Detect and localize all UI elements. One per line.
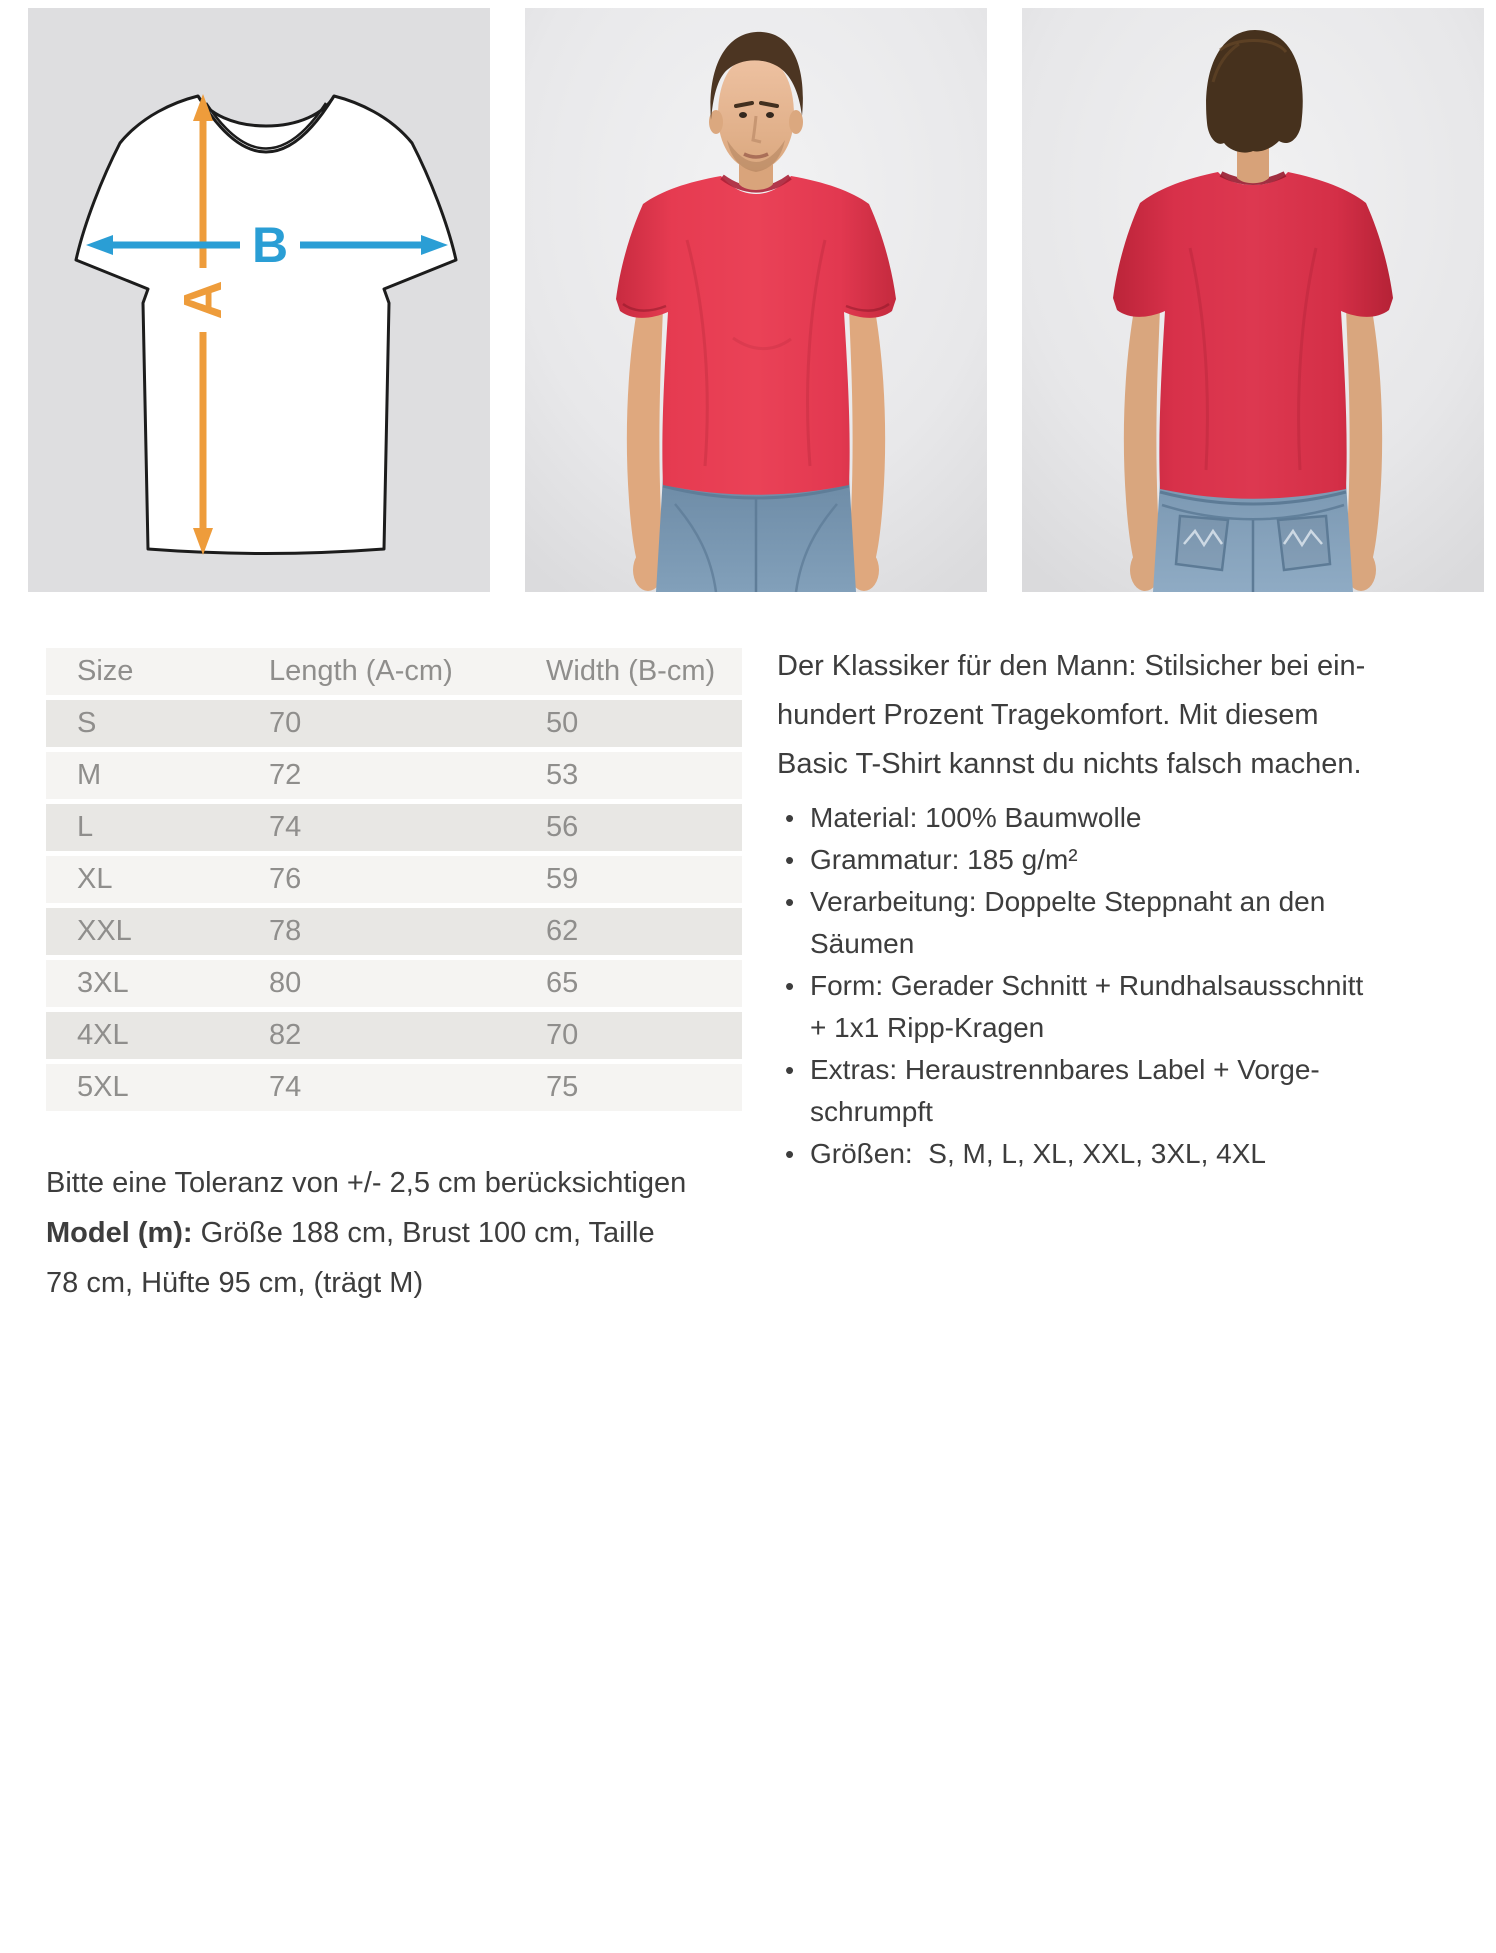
feature-verarbeitung: • Verarbeitung: Doppelte Steppnaht an den Säumen bbox=[777, 881, 1483, 965]
table-row bbox=[46, 1064, 742, 1111]
cell-size: L bbox=[46, 804, 269, 851]
size-table-header-row bbox=[46, 648, 742, 695]
col-header-length: Length (A-cm) bbox=[269, 648, 546, 695]
tshirt-measurement-diagram bbox=[28, 8, 490, 592]
table-row bbox=[46, 1012, 742, 1059]
cell-size: XXL bbox=[46, 908, 269, 955]
cell-length: 74 bbox=[269, 804, 546, 851]
model-info-line1 bbox=[46, 1208, 726, 1258]
feature-grammatur: • Grammatur: 185 g/m² bbox=[777, 839, 1483, 881]
cell-length: 76 bbox=[269, 856, 546, 903]
product-description bbox=[777, 642, 1483, 1175]
col-header-width: Width (B-cm) bbox=[546, 648, 742, 695]
model-info-label: Model (m): bbox=[46, 1217, 193, 1249]
cell-width: 70 bbox=[546, 1012, 742, 1059]
table-row bbox=[46, 908, 742, 955]
size-diagram-image bbox=[28, 8, 490, 592]
model-info-text: Größe 188 cm, Brust 100 cm, Taille bbox=[192, 1217, 655, 1249]
model-front-illustration bbox=[525, 8, 987, 592]
length-label-a: A bbox=[173, 280, 233, 320]
cell-size: 5XL bbox=[46, 1064, 269, 1111]
feature-material: • Material: 100% Baumwolle bbox=[777, 797, 1483, 839]
cell-length: 78 bbox=[269, 908, 546, 955]
width-label-b: B bbox=[251, 217, 289, 273]
measurement-notes bbox=[46, 1158, 726, 1308]
tolerance-note: Bitte eine Toleranz von +/- 2,5 cm berücksichtigen bbox=[46, 1167, 687, 1199]
cell-width: 75 bbox=[546, 1064, 742, 1111]
cell-size: XL bbox=[46, 856, 269, 903]
feature-extras: • Extras: Heraustrennbares Label + Vorge- schrumpft bbox=[777, 1049, 1483, 1133]
model-back-illustration bbox=[1022, 8, 1484, 592]
cell-size: 3XL bbox=[46, 960, 269, 1007]
cell-width: 50 bbox=[546, 700, 742, 747]
cell-length: 72 bbox=[269, 752, 546, 799]
cell-length: 82 bbox=[269, 1012, 546, 1059]
cell-length: 80 bbox=[269, 960, 546, 1007]
cell-width: 56 bbox=[546, 804, 742, 851]
cell-length: 70 bbox=[269, 700, 546, 747]
feature-groessen: • Größen: S, M, L, XL, XXL, 3XL, 4XL bbox=[777, 1133, 1483, 1175]
model-info-line2: 78 cm, Hüfte 95 cm, (trägt M) bbox=[46, 1267, 424, 1299]
cell-length: 74 bbox=[269, 1064, 546, 1111]
description-intro: Der Klassiker für den Mann: Stilsicher bei ein- hundert Prozent Tragekomfort. Mit diesem Basic T-Shirt kannst du nichts falsch machen. bbox=[777, 650, 1366, 780]
cell-width: 62 bbox=[546, 908, 742, 955]
cell-size: S bbox=[46, 700, 269, 747]
feature-form: • Form: Gerader Schnitt + Rundhalsausschnitt + 1x1 Ripp-Kragen bbox=[777, 965, 1483, 1049]
table-row bbox=[46, 960, 742, 1007]
size-table bbox=[46, 643, 742, 1116]
cell-width: 65 bbox=[546, 960, 742, 1007]
feature-list bbox=[777, 797, 1483, 1175]
model-front-photo bbox=[525, 8, 987, 592]
table-row bbox=[46, 752, 742, 799]
cell-size: 4XL bbox=[46, 1012, 269, 1059]
cell-width: 53 bbox=[546, 752, 742, 799]
cell-width: 59 bbox=[546, 856, 742, 903]
table-row bbox=[46, 700, 742, 747]
table-row bbox=[46, 804, 742, 851]
model-back-photo bbox=[1022, 8, 1484, 592]
cell-size: M bbox=[46, 752, 269, 799]
table-row bbox=[46, 856, 742, 903]
col-header-size: Size bbox=[46, 648, 269, 695]
